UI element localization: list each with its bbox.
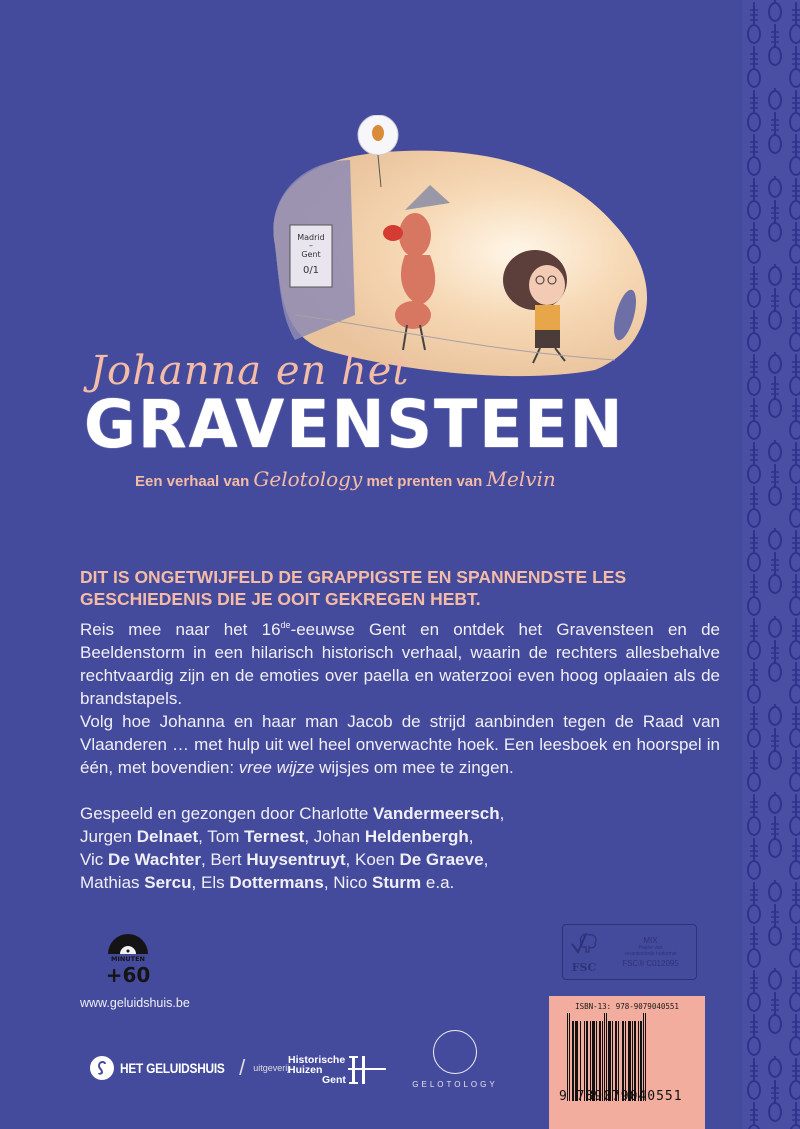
publisher-sub: uitgeverij [253, 1063, 290, 1073]
cast-outro: e.a. [425, 873, 455, 892]
minuten-badge [105, 930, 151, 985]
svg-text:Madrid: Madrid [297, 233, 325, 242]
cast-member: Vic De Wachter, [80, 850, 206, 869]
title-script: Johanna en het [90, 348, 410, 394]
vinyl-record-icon [105, 930, 151, 985]
svg-text:MINUTEN: MINUTEN [111, 955, 145, 963]
historische-huizen-gent-logo: Historische Huizen Gent [288, 1054, 386, 1086]
isbn-label: ISBN-13: 978-9079040551 [575, 1002, 679, 1011]
slash-divider: / [239, 1055, 246, 1080]
barcode [549, 996, 705, 1129]
cast-member: Tom Ternest, [207, 827, 310, 846]
cast-member: Nico Sturm [333, 873, 422, 892]
cast-member: Jurgen Delnaet, [80, 827, 203, 846]
byline-illustrator: Melvin [486, 467, 556, 491]
circle-icon [433, 1030, 477, 1074]
cast-member: Els Dottermans, [200, 873, 329, 892]
blurb-p1-start: Reis mee naar het 16 [80, 620, 281, 639]
fsc-tree-icon [569, 930, 599, 956]
cast-intro: Gespeeld en gezongen door [80, 804, 295, 823]
byline-author: Gelotology [253, 467, 363, 491]
cast-member: Charlotte Vandermeersch, [299, 804, 505, 823]
byline-middle: met prenten van [366, 473, 483, 490]
publisher-logo [90, 1055, 289, 1081]
byline [135, 467, 556, 491]
hh-monogram-icon [348, 1054, 386, 1086]
cast-member: Mathias Sercu, [80, 873, 197, 892]
fsc-label: FSC MIX Papier van verantwoorde herkomst FSC® C012095 [562, 924, 697, 980]
blurb-p2-italic: vree wijze [238, 758, 315, 777]
cast-member: Johan Heldenbergh, [313, 827, 474, 846]
svg-text:Gent: Gent [301, 250, 321, 259]
cover-illustration [255, 115, 665, 377]
byline-prefix: Een verhaal van [135, 473, 250, 490]
blurb-p2: Volg hoe Johanna en haar man Jacob de strijd aanbinden tegen de Raad van Vlaanderen … met hulp uit wel heel onverwachte hoek. Een leesboek en hoorspel in één, met bovendien: [80, 712, 720, 777]
svg-text:+60: +60 [105, 963, 151, 985]
noose-pattern-icon [742, 0, 800, 1129]
cast-member: Bert Huysentruyt, [210, 850, 351, 869]
gelotology-logo: GELOTOLOGY [410, 1030, 500, 1089]
website-link[interactable]: www.geluidshuis.be [80, 996, 190, 1010]
blurb-p1-sup: de [280, 620, 291, 630]
blurb-headline: DIT IS ONGETWIJFELD DE GRAPPIGSTE EN SPANNENDSTE LES GESCHIEDENIS DIE JE OOIT GEKREGEN HEBT. [80, 567, 627, 609]
blurb-p1-rest: -eeuwse Gent en ontdek het Gravensteen en de Beeldenstorm in een hilarisch historisch verhaal, waarin de rechters allesbehalve rechtvaardig zijn en de emoties over paella en waterzooi even hoog oplaaien als de brandstapels. [80, 620, 720, 708]
ear-icon [90, 1056, 114, 1080]
blurb-paragraph [80, 614, 720, 779]
cast-member: Koen De Graeve, [355, 850, 489, 869]
blurb-p2-end: wijsjes om mee te zingen. [314, 758, 514, 777]
title-main: GRAVENSTEEN [84, 386, 625, 463]
cast-list [80, 802, 720, 894]
publisher-name: HET GELUIDSHUIS [120, 1060, 225, 1076]
svg-text:–: – [309, 241, 313, 250]
barcode-bars [567, 1013, 695, 1101]
spine-noose-pattern [742, 0, 800, 1129]
ean-number: 9 789079040551 [559, 1089, 683, 1104]
svg-text:0/1: 0/1 [302, 265, 320, 276]
